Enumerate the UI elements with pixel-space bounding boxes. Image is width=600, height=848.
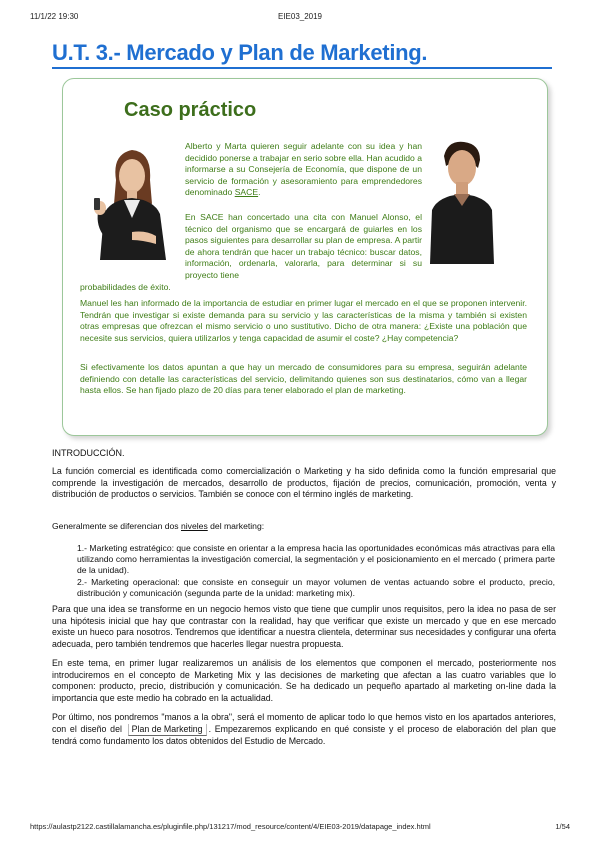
case-paragraph-1-text: Alberto y Marta quieren seguir adelante con su idea y han decidido ponerse a trabajar en serio sobre ella. Han acudido a informarse a su Consejería de Economía, que dispone de un servicio de formación y asesoramiento para emprendedores denominado xyxy=(185,141,422,198)
print-header xyxy=(30,12,570,24)
intro-paragraph-5-start: Por último, nos pondremos "manos a la obra", será el momento de aplicar todo lo que hemos visto en los apartados anteriores, con el diseño del xyxy=(52,712,556,734)
marketing-levels-list xyxy=(77,543,555,599)
intro-paragraph-5-end: . Empezaremos explicando en qué consiste y el proceso de elaboración del plan que tendrá como fundamento los datos obtenidos del Estudio de Mercado. xyxy=(52,723,556,747)
levels-sentence xyxy=(52,521,556,533)
case-paragraph-2 xyxy=(80,212,422,293)
niveles-link[interactable]: niveles xyxy=(180,521,208,531)
print-datetime: 11/1/22 19:30 xyxy=(30,12,79,21)
intro-paragraph-5 xyxy=(52,712,556,748)
case-paragraph-2-text: En SACE han concertado una cita con Manuel Alonso, el técnico del organismo que se encargará de guiarles en los pasos siguientes para desarrollar su plan de empresa. A partir de ahora tendrán que hacer un trabajo técnico: buscar datos, información, ordenarla, valorarla, para determinar si su proyecto tiene xyxy=(185,212,422,280)
levels-text-end: del marketing: xyxy=(207,521,265,531)
intro-heading: INTRODUCCIÓN. xyxy=(52,448,125,458)
case-paragraph-1 xyxy=(185,141,422,199)
man-portrait-photo xyxy=(430,138,494,264)
intro-paragraph-3: Para que una idea se transforme en un negocio hemos visto que tiene que cumplir unos requisitos, pero la idea no pasa de ser una hipótesis inicial que hay que contrastar con la realidad, hay que verificar que existe un mercado y que en ese mercado existe un hueco para nosotros. Tendremos que identificar a nuestra clientela, determinar sus necesidades y configurar una oferta adecuada, pero también tendremos que hacerles llegar nuestra propuesta. xyxy=(52,604,556,649)
woman-with-phone-photo xyxy=(86,140,178,260)
case-paragraph-2-continuation: probabilidades de éxito. xyxy=(80,281,171,292)
levels-text-start: Generalmente se diferencian dos xyxy=(52,521,181,531)
sace-link[interactable]: SACE xyxy=(234,187,259,198)
case-paragraph-4: Si efectivamente los datos apuntan a que hay un mercado de consumidores para su empresa, seguirán adelante definiendo con detalle las características del servicio, delimitando quienes son sus destinatarios, cómo van a llegar hasta ellos. Se han fijado plazo de 20 días para tener elaborado el plan de marketing. xyxy=(80,362,527,396)
print-url: https://aulastp2122.castillalamancha.es/pluginfile.php/131217/mod_resource/content/4/EIE03-2019/datapage_index.html xyxy=(30,822,431,831)
case-paragraph-3: Manuel les han informado de la importancia de estudiar en primer lugar el mercado en el que se proponen intervenir. Tendrán que investigar si existe demanda para su servicio y las características de la misma y también si existen otras empresas que ofrezcan el mismo servicio o uno sustitutivo. Dicho de otra manera: ¿Existe una población que necesite sus servicios, quiera utilizarlos y tenga capacidad de asumir el coste? ¿Hay competencia? xyxy=(80,298,527,343)
print-page-number: 1/54 xyxy=(555,822,570,831)
intro-paragraph-4: En este tema, en primer lugar realizaremos un análisis de los elementos que componen el mercado, posteriormente nos introduciremos en el concepto de Marketing Mix y las decisiones de marketing que afectan a las cuatro variables que lo componen: producto, precio, distribución y comunicación. Se ha dedicado un pequeño apartado al marketing on-line dada la importancia que este medio ha cobrado en la actualidad. xyxy=(52,658,556,703)
case-paragraph-1-end: . xyxy=(258,187,261,198)
title-rule xyxy=(52,67,552,69)
print-footer xyxy=(30,822,570,834)
list-item: 2.- Marketing operacional: que consiste en conseguir un mayor volumen de ventas actuando sobre el producto, precio, distribución y comunicación (segunda parte de la unidad: marketing mix). xyxy=(77,576,555,598)
intro-paragraph-1: La función comercial es identificada como comercialización o Marketing y ha sido definida como la función empresarial que comprende la investigación de mercados, desarrollo de productos, fijación de precios, comunicación, promoción, venta y distribución de productos o servicios. También se conoce con el término inglés de marketing. xyxy=(52,466,556,500)
plan-de-marketing-link[interactable]: Plan de Marketing xyxy=(128,724,207,737)
case-study-title: Caso práctico xyxy=(124,99,257,121)
print-doc-name: EIE03_2019 xyxy=(277,12,323,21)
list-item: 1.- Marketing estratégico: que consiste en orientar a la empresa hacia las oportunidades económicas más atractivas para ella utilizando como herramientas la investigación comercial, la segmentación y el posicionamiento en el mercado ( primera parte de la unidad). xyxy=(77,543,555,576)
unit-title: U.T. 3.- Mercado y Plan de Marketing. xyxy=(52,40,428,65)
